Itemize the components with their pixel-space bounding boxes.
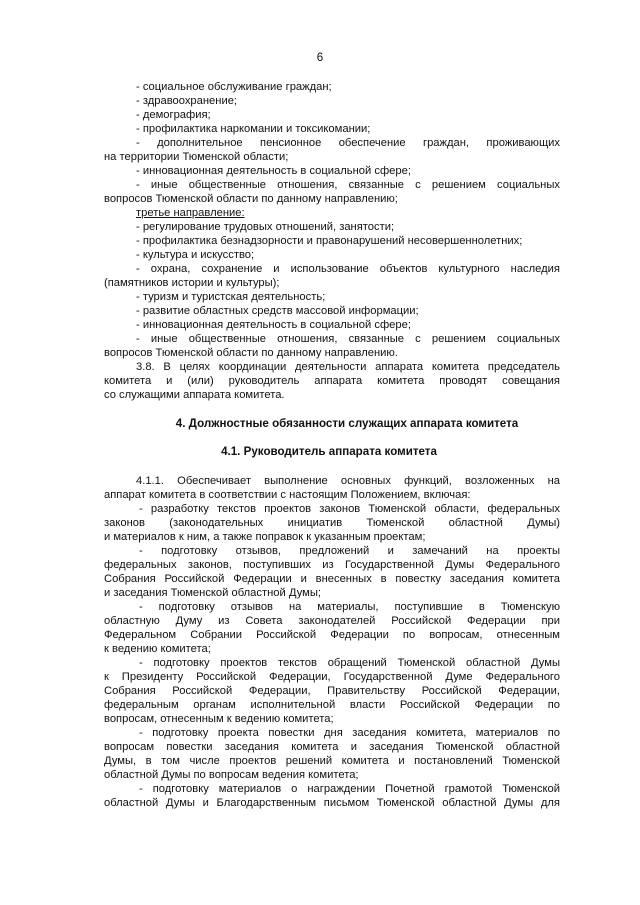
text-line: - подготовку материалов о награждении Почетной грамотой Тюменской — [139, 783, 560, 795]
text-line: вопросам повестки заседания комитета и заседания Тюменской областной — [104, 741, 560, 753]
text-line: комитета и (или) руководитель аппарата комитета проводят совещания — [104, 375, 560, 387]
text-line: (памятников истории и культуры); — [104, 277, 280, 289]
text-line: вопросов Тюменской области по данному направлению. — [104, 347, 398, 359]
text-line: и материалов к ним, а также поправок к указанным проектам; — [104, 531, 426, 543]
text-line: вопросам, отнесенным к ведению комитета; — [104, 713, 334, 725]
text-line: законов (законодательных инициатив Тюменской областной Думы) — [104, 517, 560, 529]
text-line: к Президенту Российской Федерации, Государственной Думе Федерального — [104, 671, 560, 683]
subsection-heading: 4.1. Руководитель аппарата комитета — [221, 445, 437, 458]
text-line: федеральных законов, поступивших из Государственной Думы Федерального — [104, 559, 560, 571]
text-line: - подготовку проектов текстов обращений Тюменской областной Думы — [139, 657, 560, 669]
text-line: на территории Тюменской области; — [104, 151, 289, 163]
text-line: 4.1.1. Обеспечивает выполнение основных функций, возложенных на — [136, 475, 560, 487]
text-line: - разработку текстов проектов законов Тюменской области, федеральных — [139, 503, 560, 515]
text-line: - инновационная деятельность в социальной сфере; — [136, 165, 411, 177]
text-line: областной Думы и Благодарственным письмом Тюменской областной Думы для — [104, 797, 560, 809]
text-line: и заседания Тюменской областной Думы; — [104, 587, 321, 599]
text-line: - подготовку отзывов, предложений и замечаний на проекты — [139, 545, 560, 557]
text-line: - дополнительное пенсионное обеспечение граждан, проживающих — [136, 137, 560, 149]
text-line: Собрания Российской Федерации, Правительству Российской Федерации, — [104, 685, 560, 697]
text-line: - иные общественные отношения, связанные с решением социальных — [136, 179, 560, 191]
text-line: Федеральном Собрании Российской Федерации по вопросам, отнесенным — [104, 629, 560, 641]
text-line: - социальное обслуживание граждан; — [136, 81, 332, 93]
text-line: - инновационная деятельность в социальной сфере; — [136, 319, 411, 331]
text-line: со служащими аппарата комитета. — [104, 389, 285, 401]
text-line: федеральным органам исполнительной власти Российской Федерации по — [104, 699, 560, 711]
text-line: - охрана, сохранение и использование объектов культурного наследия — [136, 263, 560, 275]
text-line: к ведению комитета; — [104, 643, 211, 655]
direction-heading: третье направление: — [136, 207, 245, 219]
section-heading: 4. Должностные обязанности служащих аппарата комитета — [175, 417, 519, 430]
page-number: 6 — [316, 52, 324, 64]
text-line: - туризм и туристская деятельность; — [136, 291, 326, 303]
text-line: - подготовку проекта повестки дня заседания комитета, материалов по — [139, 727, 560, 739]
text-line: - иные общественные отношения, связанные с решением социальных — [136, 333, 560, 345]
text-line: - демография; — [136, 109, 211, 121]
text-line: аппарат комитета в соответствии с настоящим Положением, включая: — [104, 489, 471, 501]
text-line: областную Думу из Совета законодателей Российской Федерации при — [104, 615, 560, 627]
text-line: - культура и искусство; — [136, 249, 255, 261]
text-line: областной Думы по вопросам ведения комитета; — [104, 769, 359, 781]
text-line: - регулирование трудовых отношений, занятости; — [136, 221, 395, 233]
text-line: 3.8. В целях координации деятельности аппарата комитета председатель — [136, 361, 560, 373]
text-line: - профилактика наркомании и токсикомании; — [136, 123, 371, 135]
text-line: - подготовку отзывов на материалы, поступившие в Тюменскую — [139, 601, 560, 613]
text-line: - здравоохранение; — [136, 95, 238, 107]
text-line: Собрания Российской Федерации и внесенных в повестку заседания комитета — [104, 573, 560, 585]
text-line: - развитие областных средств массовой информации; — [136, 305, 419, 317]
text-line: вопросов Тюменской области по данному направлению; — [104, 193, 398, 205]
text-line: Думы, в том числе проектов решений комитета и постановлений Тюменской — [104, 755, 560, 767]
text-line: - профилактика безнадзорности и правонарушений несовершеннолетних; — [136, 235, 523, 247]
